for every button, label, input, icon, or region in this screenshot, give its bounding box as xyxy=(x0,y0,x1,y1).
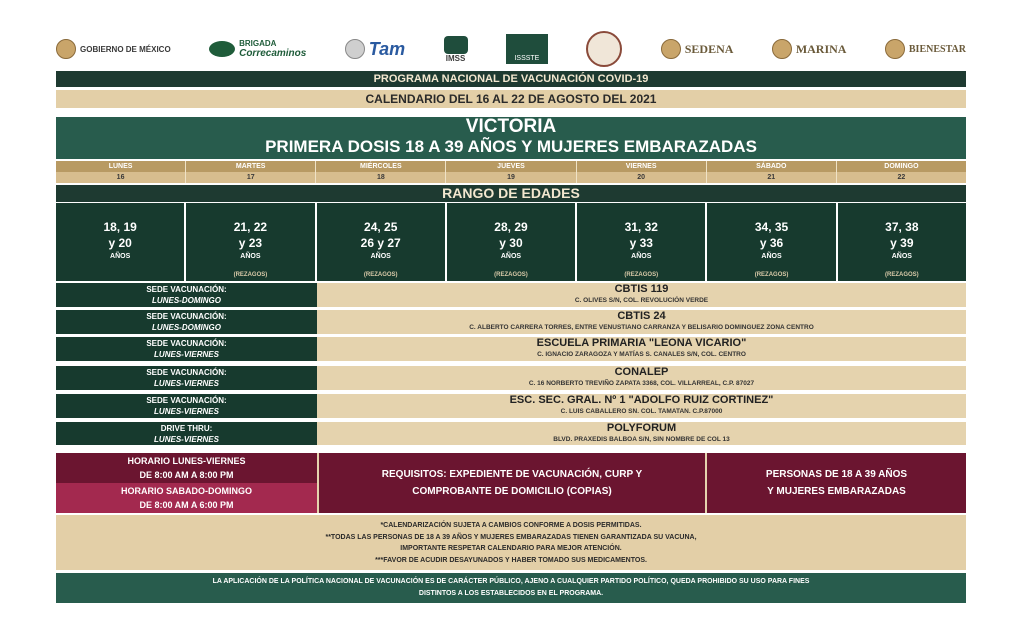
age-cell: 37, 38 y 39 AÑOS (REZAGOS) xyxy=(838,203,966,281)
note-line: ***FAVOR DE ACUDIR DESAYUNADOS Y HABER TOMADO SUS MEDICAMENTOS. xyxy=(375,556,647,564)
venue-row xyxy=(56,283,966,307)
age-cell: 21, 22 y 23 AÑOS (REZAGOS) xyxy=(186,203,314,281)
venue-label: DRIVE THRU: LUNES-VIERNES xyxy=(56,422,317,445)
issste-logo: ISSSTE xyxy=(506,34,548,64)
institutional-seal-icon xyxy=(586,31,622,67)
age-range-title: RANGO DE EDADES xyxy=(56,185,966,202)
day-cell: LUNES 16 xyxy=(56,161,186,183)
age-cell: 18, 19 y 20 AÑOS xyxy=(56,203,184,281)
imss-logo: IMSS xyxy=(444,36,468,63)
tam-logo: Tam xyxy=(345,39,405,60)
sedena-emblem-icon xyxy=(661,39,681,59)
city-title-block xyxy=(56,117,966,159)
hours-column xyxy=(56,453,317,513)
venue-info: POLYFORUM BLVD. PRAXEDIS BALBOA S/N, SIN NOMBRE DE COL 13 xyxy=(317,422,966,445)
age-ranges-row xyxy=(56,203,966,281)
program-title: PROGRAMA NACIONAL DE VACUNACIÓN COVID-19 xyxy=(56,71,966,87)
age-cell: 31, 32 y 33 AÑOS (REZAGOS) xyxy=(577,203,705,281)
age-cell: 28, 29 y 30 AÑOS (REZAGOS) xyxy=(447,203,575,281)
weekend-hours: HORARIO SABADO-DOMINGO DE 8:00 AM A 6:00 PM xyxy=(56,483,317,513)
day-cell: SÁBADO 21 xyxy=(707,161,837,183)
venue-label: SEDE VACUNACIÓN: LUNES-VIERNES xyxy=(56,394,317,418)
note-line: IMPORTANTE RESPETAR CALENDARIO PARA MEJOR ATENCIÓN. xyxy=(400,545,622,552)
day-cell: MARTES 17 xyxy=(186,161,316,183)
venue-info: CBTIS 119 C. OLIVES S/N, COL. REVOLUCIÓN VERDE xyxy=(317,283,966,307)
notes-block xyxy=(56,515,966,570)
venue-row xyxy=(56,366,966,390)
venue-row xyxy=(56,337,966,361)
logo-bar xyxy=(56,30,966,68)
day-cell: MIÉRCOLES 18 xyxy=(316,161,446,183)
bienestar-logo: BIENESTAR xyxy=(885,39,966,59)
venue-info: ESC. SEC. GRAL. Nº 1 "ADOLFO RUIZ CORTINEZ" C. LUIS CABALLERO SN. COL. TAMATAN. C.P.87000 xyxy=(317,394,966,418)
venue-row xyxy=(56,422,966,445)
dose-subtitle: PRIMERA DOSIS 18 A 39 AÑOS Y MUJERES EMBARAZADAS xyxy=(265,137,757,156)
tamaulipas-seal-icon xyxy=(345,39,365,59)
eagle-seal-icon xyxy=(56,39,76,59)
marina-logo: MARINA xyxy=(772,39,847,59)
venue-row xyxy=(56,310,966,334)
note-line: **TODAS LAS PERSONAS DE 18 A 39 AÑOS Y MUJERES EMBARAZADAS TIENEN GARANTIZADA SU VACUNA, xyxy=(325,533,697,541)
venue-label: SEDE VACUNACIÓN: LUNES-VIERNES xyxy=(56,366,317,390)
age-cell: 34, 35 y 36 AÑOS (REZAGOS) xyxy=(707,203,835,281)
venue-info: CONALEP C. 16 NORBERTO TREVIÑO ZAPATA 3368, COL. VILLARREAL, C.P. 87027 xyxy=(317,366,966,390)
city-name: VICTORIA xyxy=(465,116,557,137)
imss-eagle-icon xyxy=(444,36,468,54)
days-row xyxy=(56,161,966,183)
age-cell: 24, 25 26 y 27 AÑOS (REZAGOS) xyxy=(317,203,445,281)
venue-label: SEDE VACUNACIÓN: LUNES-DOMINGO xyxy=(56,310,317,334)
brigada-emblem-icon xyxy=(209,41,235,57)
calendar-title: CALENDARIO DEL 16 AL 22 DE AGOSTO DEL 2021 xyxy=(56,90,966,108)
sedena-logo: SEDENA xyxy=(661,39,734,59)
venue-info: CBTIS 24 C. ALBERTO CARRERA TORRES, ENTRE VENUSTIANO CARRANZA Y BELISARIO DOMINGUEZ ZONA CENTRO xyxy=(317,310,966,334)
day-cell: VIERNES 20 xyxy=(577,161,707,183)
venue-row xyxy=(56,394,966,418)
venue-label: SEDE VACUNACIÓN: LUNES-VIERNES xyxy=(56,337,317,361)
venue-info: ESCUELA PRIMARIA "LEONA VICARIO" C. IGNACIO ZARAGOZA Y MATÍAS S. CANALES S/N, COL. CENTRO xyxy=(317,337,966,361)
legal-footer: LA APLICACIÓN DE LA POLÍTICA NACIONAL DE VACUNACIÓN ES DE CARÁCTER PÚBLICO, AJENO A CUALQUIER PARTIDO POLÍTICO, QUEDA PROHIBIDO SU USO PARA FINES DISTINTOS A LOS ESTABLECIDOS EN EL PROGRAMA. xyxy=(56,573,966,603)
bienestar-emblem-icon xyxy=(885,39,905,59)
venue-label: SEDE VACUNACIÓN: LUNES-DOMINGO xyxy=(56,283,317,307)
day-cell: JUEVES 19 xyxy=(446,161,576,183)
day-cell: DOMINGO 22 xyxy=(837,161,966,183)
target-population: PERSONAS DE 18 A 39 AÑOS Y MUJERES EMBARAZADAS xyxy=(707,453,966,513)
requirements: REQUISITOS: EXPEDIENTE DE VACUNACIÓN, CURP Y COMPROBANTE DE DOMICILIO (COPIAS) xyxy=(317,453,707,513)
schedule-requirements-block xyxy=(56,453,966,513)
marina-emblem-icon xyxy=(772,39,792,59)
brigada-logo: BRIGADA Correcaminos xyxy=(209,39,306,59)
gobierno-logo: GOBIERNO DE MÉXICO xyxy=(56,39,171,59)
weekday-hours: HORARIO LUNES-VIERNES DE 8:00 AM A 8:00 PM xyxy=(56,453,317,483)
note-line: *CALENDARIZACIÓN SUJETA A CAMBIOS CONFORME A DOSIS PERMITIDAS. xyxy=(380,522,642,529)
